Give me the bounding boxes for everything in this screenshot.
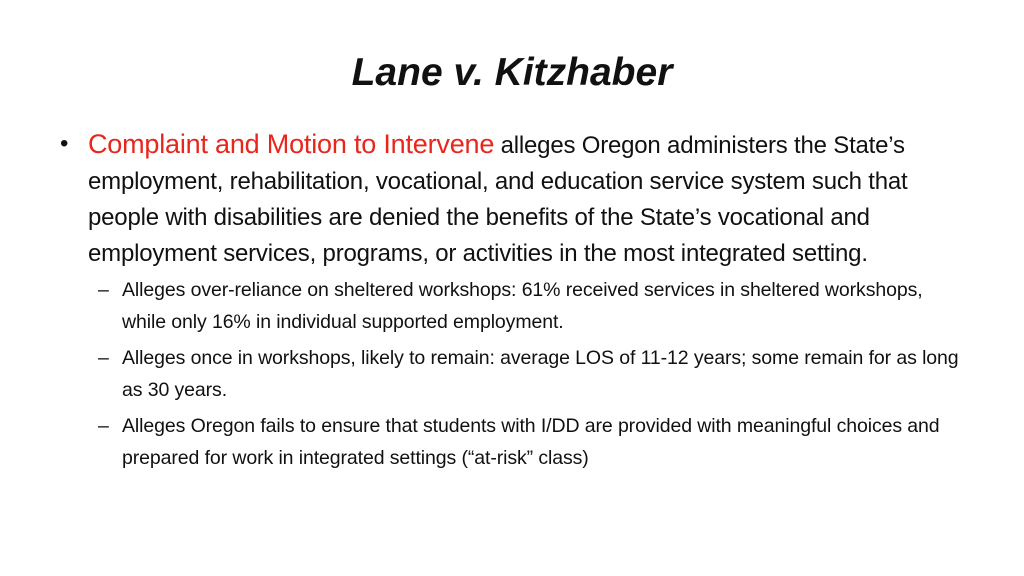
sub-bullet-text: Alleges once in workshops, likely to remain: average LOS of 11-12 years; some remain for as long as 30 years. bbox=[122, 347, 959, 401]
main-bullet bbox=[60, 126, 970, 272]
sub-bullet-marker: – bbox=[98, 347, 109, 369]
sub-bullet-list bbox=[60, 274, 970, 474]
sub-bullet-marker: – bbox=[98, 279, 109, 301]
slide-content bbox=[60, 126, 970, 478]
bullet-text: alleges Oregon administers the State’s employment, rehabilitation, vocational, and education service system such that people with disabilities are denied the benefits of the State’s vocational and employment services, programs, or activities in the most integrated setting. bbox=[88, 132, 908, 267]
slide-title: Lane v. Kitzhaber bbox=[351, 51, 673, 94]
sub-bullet-text: Alleges Oregon fails to ensure that students with I/DD are provided with meaningful choices and prepared for work in integrated settings (“at-risk” class) bbox=[122, 415, 940, 469]
bullet-marker: • bbox=[60, 130, 69, 157]
sub-bullet-text: Alleges over-reliance on sheltered workshops: 61% received services in sheltered workshops, while only 16% in individual supported employment. bbox=[122, 279, 923, 333]
bullet-highlight: Complaint and Motion to Intervene bbox=[88, 129, 495, 159]
sub-bullet bbox=[98, 274, 970, 338]
sub-bullet-marker: – bbox=[98, 415, 109, 437]
sub-bullet bbox=[98, 342, 970, 406]
sub-bullet bbox=[98, 410, 970, 474]
